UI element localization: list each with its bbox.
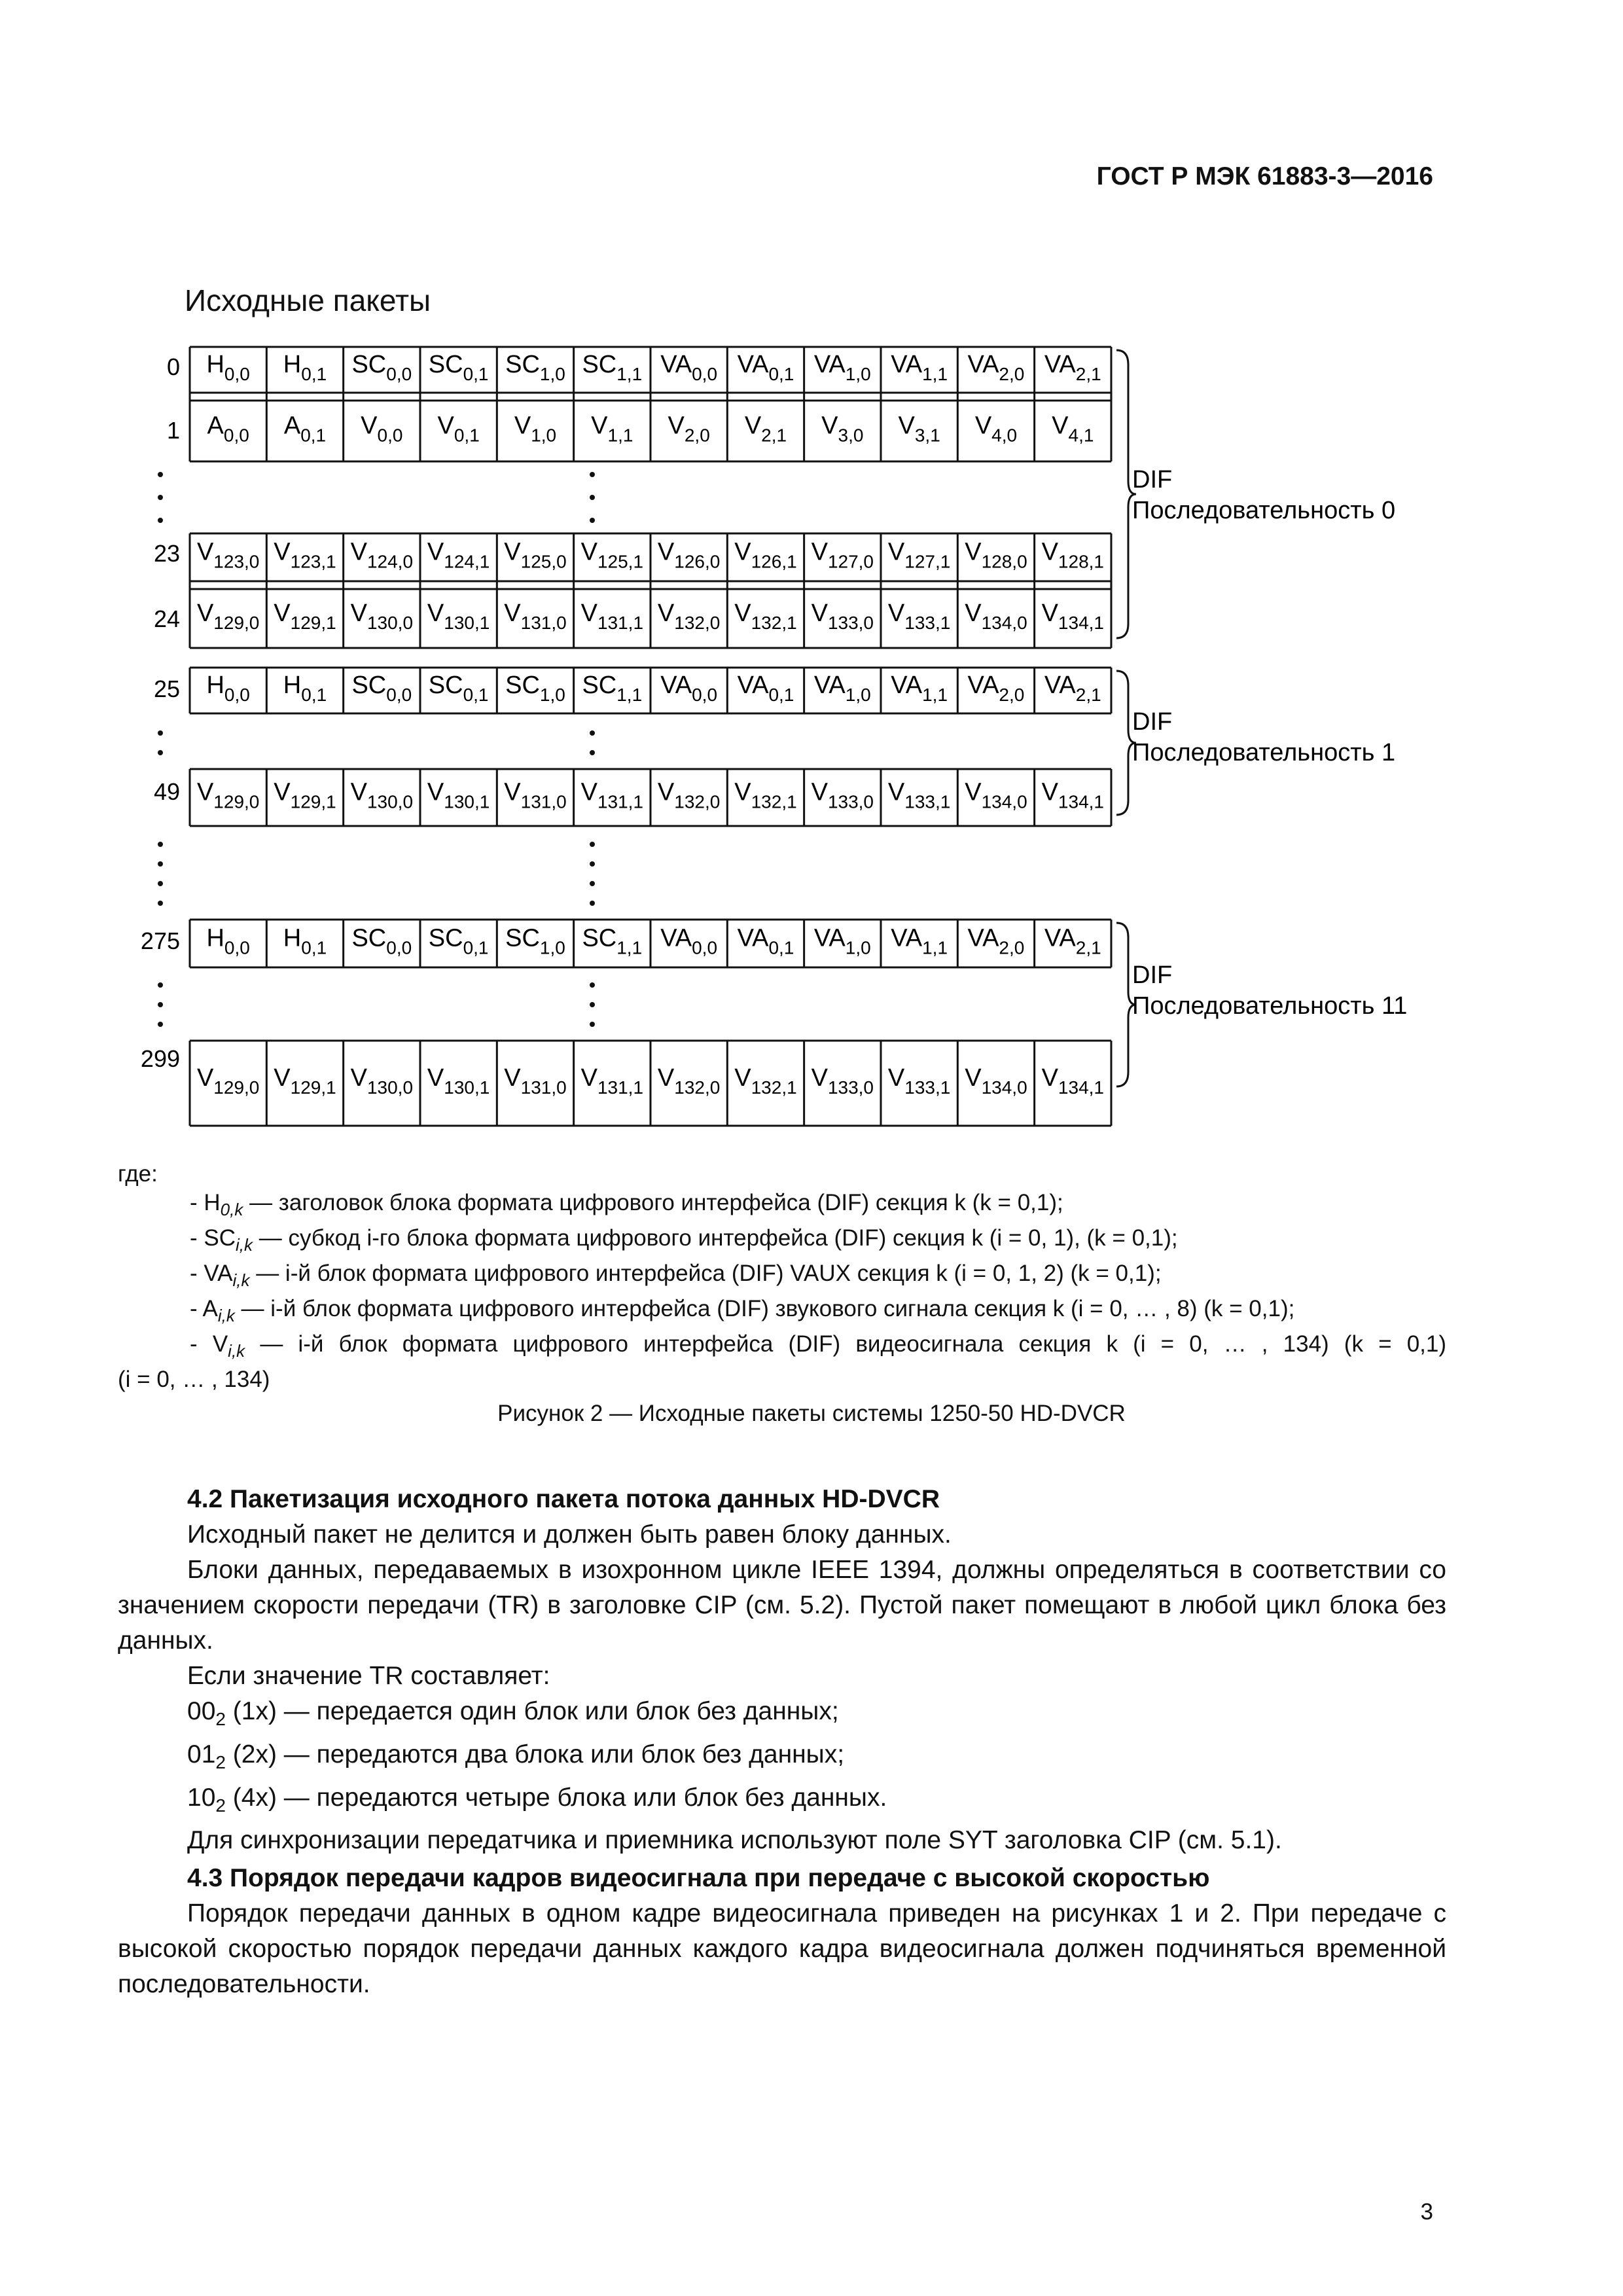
row-1-cell: $V_{2,0}$	[668, 412, 710, 446]
ellipsis-dot	[590, 982, 595, 988]
row-23-cell: $V_{124,0}$	[350, 538, 414, 572]
row-0-cell: $VA_{2,0}$	[967, 351, 1025, 384]
row-25-cell: $SC_{1,0}$	[505, 672, 565, 705]
ellipsis-dot	[158, 842, 163, 847]
row-24-cell: $V_{130,0}$	[350, 600, 414, 633]
row-23-cell: $V_{125,1}$	[580, 538, 644, 572]
legend-item: - $A_{i,k}$ — i-й блок формата цифрового интерфейса (DIF) звукового сигнала секция k (i = 0, … , 8) (k = 0,1);	[190, 1296, 1295, 1325]
row-0-cell: $H_{0,0}$	[206, 351, 250, 384]
document-header: ГОСТ Р МЭК 61883-3—2016	[1096, 162, 1433, 190]
row-25-cell: $SC_{0,0}$	[351, 672, 412, 705]
ellipsis-dot	[590, 495, 595, 500]
ellipsis-dot	[158, 472, 163, 477]
section-4-3-p1: Порядок передачи данных в одном кадре видеосигнала приведен на рисунках 1 и 2. При передаче с высокой скоростью порядок передачи данных каждого кадра видеосигнала должен подчиняться временной последовательности.	[118, 1899, 1446, 1999]
row-1-cell: $A_{0,1}$	[283, 412, 327, 446]
legend-item-continuation: (i = 0, … , 134)	[118, 1367, 270, 1392]
row-25-cell: $VA_{0,0}$	[660, 672, 718, 705]
legend-item: - $VA_{i,k}$ — i-й блок формата цифрового интерфейса (DIF) VAUX секция k (i = 0, 1, 2) (k = 0,1);	[190, 1261, 1162, 1290]
ellipsis-dot	[158, 861, 163, 867]
row-299-cell: $V_{134,1}$	[1041, 1064, 1105, 1098]
dif-sequence-label: Последовательность 0	[1132, 497, 1396, 524]
row-275-cell: $SC_{0,1}$	[428, 924, 489, 958]
legend-item: - $V_{i,k}$ — i-й блок формата цифрового интерфейса (DIF) видеосигнала секция k (i = 0, … , 134) (k = 0,1)	[190, 1331, 1447, 1361]
ellipsis-dot	[158, 518, 163, 523]
legend-items	[118, 1189, 1446, 1394]
ellipsis-dot	[158, 982, 163, 988]
row-0-cell: $SC_{0,1}$	[428, 351, 489, 384]
row-0-cell: $SC_{1,1}$	[582, 351, 643, 384]
row-23-cell: $V_{127,0}$	[811, 538, 874, 572]
row-49-cell: $V_{131,0}$	[504, 778, 567, 812]
row-0-cell: $H_{0,1}$	[283, 351, 327, 384]
row-24-cell: $V_{131,1}$	[580, 600, 644, 633]
ellipsis-dot	[590, 881, 595, 886]
row-49-cell: $V_{132,1}$	[734, 778, 797, 812]
section-4-2-p2: Блоки данных, передаваемых в изохронном цикле IEEE 1394, должны определяться в соответствии со значением скорости передачи (TR) в заголовке CIP (см. 5.2). Пустой пакет помещают в любой цикл блока без данных.	[118, 1556, 1446, 1655]
row-23-cell: $V_{123,1}$	[274, 538, 336, 572]
row-25-cell: $VA_{1,1}$	[891, 672, 948, 705]
ellipsis-dot	[158, 881, 163, 886]
row-49-cell: $V_{133,1}$	[887, 778, 951, 812]
ellipsis-dot	[158, 1002, 163, 1007]
row-25-cell: $VA_{1,0}$	[813, 672, 871, 705]
row-275-cell: $VA_{2,1}$	[1044, 924, 1101, 958]
tr-values-list	[118, 1694, 1446, 1823]
dif-sequence-label: DIF	[1132, 708, 1173, 736]
row-25-cell: $VA_{2,0}$	[967, 672, 1025, 705]
row-299-cell: $V_{130,1}$	[427, 1064, 490, 1098]
row-25-cell: $H_{0,0}$	[206, 672, 250, 705]
ellipsis-dot	[158, 1022, 163, 1027]
legend-item: - $SC_{i,k}$ — субкод i-го блока формата цифрового интерфейса (DIF) секция k (i = 0, 1), (k = 0,1);	[190, 1225, 1178, 1255]
brace-sequence-0	[1116, 350, 1136, 638]
row-1-cell: $V_{0,0}$	[361, 412, 403, 446]
row-24-cell: $V_{134,0}$	[965, 600, 1027, 633]
ellipsis-dot	[590, 1002, 595, 1007]
row-49-cell: $V_{130,1}$	[427, 778, 490, 812]
row-24-cell: $V_{133,0}$	[811, 600, 874, 633]
ellipsis-dot	[590, 472, 595, 477]
row-275-cell: $VA_{2,0}$	[967, 924, 1025, 958]
row-49-cell: $V_{131,1}$	[580, 778, 644, 812]
ellipsis-dot	[590, 730, 595, 736]
row-0-cell: $VA_{0,0}$	[660, 351, 718, 384]
ellipsis-dot	[590, 750, 595, 755]
row-number: 49	[153, 778, 180, 805]
row-1-cell: $V_{4,0}$	[974, 412, 1018, 446]
row-299-cell: $V_{131,0}$	[504, 1064, 567, 1098]
row-23-cell: $V_{126,1}$	[734, 538, 797, 572]
row-23-cell: $V_{123,0}$	[196, 538, 260, 572]
row-1-cell: $A_{0,0}$	[207, 412, 249, 446]
legend	[118, 1160, 1446, 1394]
row-275-cell: $SC_{1,1}$	[582, 924, 643, 958]
row-number: 299	[140, 1045, 180, 1072]
tr-value-item: $10_2$ (4x) — передаются четыре блока или блок без данных.	[187, 1783, 887, 1816]
ellipsis-dot	[590, 861, 595, 867]
row-24-cell: $V_{133,1}$	[887, 600, 951, 633]
row-24-cell: $V_{132,1}$	[734, 600, 797, 633]
ellipsis-dot	[158, 750, 163, 755]
dif-sequence-label: DIF	[1132, 466, 1173, 493]
row-1-cell: $V_{2,1}$	[744, 412, 787, 446]
row-1-cell: $V_{4,1}$	[1052, 412, 1094, 446]
row-24-cell: $V_{130,1}$	[427, 600, 490, 633]
row-25-cell: $SC_{1,1}$	[582, 672, 643, 705]
row-number: 1	[166, 417, 180, 444]
tr-value-item: $00_2$ (1x) — передается один блок или блок без данных;	[187, 1697, 839, 1729]
row-299-cell: $V_{133,1}$	[887, 1064, 951, 1098]
row-275-cell: $H_{0,1}$	[283, 924, 327, 958]
page-number: 3	[1420, 2199, 1433, 2225]
row-299-cell: $V_{131,1}$	[580, 1064, 644, 1098]
ellipsis-dot	[590, 1022, 595, 1027]
row-number: 24	[153, 605, 180, 632]
row-number: 25	[153, 675, 180, 702]
row-23-cell: $V_{128,1}$	[1041, 538, 1105, 572]
row-0-cell: $SC_{1,0}$	[505, 351, 565, 384]
row-299-cell: $V_{130,0}$	[350, 1064, 414, 1098]
row-number: 275	[140, 927, 180, 954]
row-299-cell: $V_{129,1}$	[274, 1064, 336, 1098]
row-299-cell: $V_{129,0}$	[196, 1064, 260, 1098]
row-299-cell: $V_{132,0}$	[657, 1064, 721, 1098]
row-24-cell: $V_{131,0}$	[504, 600, 567, 633]
dif-sequence-label: Последовательность 11	[1132, 992, 1408, 1020]
row-275-cell: $VA_{0,0}$	[660, 924, 718, 958]
section-4-2-p1: Исходный пакет не делится и должен быть равен блоку данных.	[187, 1520, 952, 1549]
row-23-cell: $V_{124,1}$	[427, 538, 490, 572]
row-0-cell: $VA_{2,1}$	[1044, 351, 1101, 384]
tr-value-item: $01_2$ (2x) — передаются два блока или блок без данных;	[187, 1740, 845, 1772]
row-275-cell: $SC_{1,0}$	[505, 924, 565, 958]
row-275-cell: $VA_{0,1}$	[737, 924, 794, 958]
section-4-2-heading: 4.2 Пакетизация исходного пакета потока данных HD-DVCR	[187, 1485, 940, 1513]
row-number: 0	[166, 353, 180, 380]
row-25-cell: $SC_{0,1}$	[428, 672, 489, 705]
row-24-cell: $V_{129,1}$	[274, 600, 336, 633]
row-49-cell: $V_{134,0}$	[965, 778, 1027, 812]
row-299-cell: $V_{132,1}$	[734, 1064, 797, 1098]
row-24-cell: $V_{132,0}$	[657, 600, 721, 633]
row-49-cell: $V_{129,0}$	[196, 778, 260, 812]
row-number: 23	[153, 540, 180, 567]
row-1-cell: $V_{0,1}$	[437, 412, 480, 446]
row-1-cell: $V_{1,0}$	[514, 412, 557, 446]
legend-intro: где:	[118, 1161, 158, 1187]
row-275-cell: $VA_{1,0}$	[813, 924, 871, 958]
section-4-3-heading: 4.3 Порядок передачи кадров видеосигнала при передаче с высокой скоростью	[187, 1864, 1210, 1893]
diagram-title: Исходные пакеты	[185, 283, 431, 317]
body-text	[118, 1479, 1446, 2002]
row-299-cell: $V_{134,0}$	[965, 1064, 1027, 1098]
section-4-2-p3: Если значение TR составляет:	[187, 1662, 550, 1690]
row-23-cell: $V_{128,0}$	[965, 538, 1027, 572]
row-23-cell: $V_{126,0}$	[657, 538, 721, 572]
dif-sequence-label: Последовательность 1	[1132, 739, 1396, 766]
ellipsis-dot	[590, 518, 595, 523]
row-275-cell: $H_{0,0}$	[206, 924, 250, 958]
row-0-cell: $VA_{1,0}$	[813, 351, 871, 384]
row-0-cell: $VA_{0,1}$	[737, 351, 794, 384]
row-1-cell: $V_{1,1}$	[591, 412, 633, 446]
row-1-cell: $V_{3,1}$	[898, 412, 940, 446]
row-25-cell: $VA_{0,1}$	[737, 672, 794, 705]
row-23-cell: $V_{125,0}$	[504, 538, 567, 572]
row-275-cell: $VA_{1,1}$	[891, 924, 948, 958]
ellipsis-dot	[590, 842, 595, 847]
row-49-cell: $V_{132,0}$	[657, 778, 721, 812]
row-299-cell: $V_{133,0}$	[811, 1064, 874, 1098]
row-25-cell: $VA_{2,1}$	[1044, 672, 1101, 705]
row-49-cell: $V_{134,1}$	[1041, 778, 1105, 812]
row-0-cell: $VA_{1,1}$	[891, 351, 948, 384]
row-275-cell: $SC_{0,0}$	[351, 924, 412, 958]
row-49-cell: $V_{133,0}$	[811, 778, 874, 812]
dif-sequence-label: DIF	[1132, 961, 1173, 989]
ellipsis-dot	[158, 495, 163, 500]
ellipsis-dot	[158, 730, 163, 736]
row-0-cell: $SC_{0,0}$	[351, 351, 412, 384]
legend-item: - $H_{0,k}$ — заголовок блока формата цифрового интерфейса (DIF) секция k (k = 0,1);	[190, 1190, 1063, 1219]
row-1-cell: $V_{3,0}$	[821, 412, 864, 446]
row-49-cell: $V_{129,1}$	[274, 778, 336, 812]
row-25-cell: $H_{0,1}$	[283, 672, 327, 705]
row-24-cell: $V_{129,0}$	[196, 600, 260, 633]
row-24-cell: $V_{134,1}$	[1041, 600, 1105, 633]
ellipsis-dot	[590, 901, 595, 906]
row-23-cell: $V_{127,1}$	[887, 538, 951, 572]
row-49-cell: $V_{130,0}$	[350, 778, 414, 812]
section-4-2-p4: Для синхронизации передатчика и приемника используют поле SYT заголовка CIP (см. 5.1).	[187, 1826, 1282, 1855]
ellipsis-dot	[158, 901, 163, 906]
figure-caption: Рисунок 2 — Исходные пакеты системы 1250-50 HD-DVCR	[497, 1401, 1126, 1426]
